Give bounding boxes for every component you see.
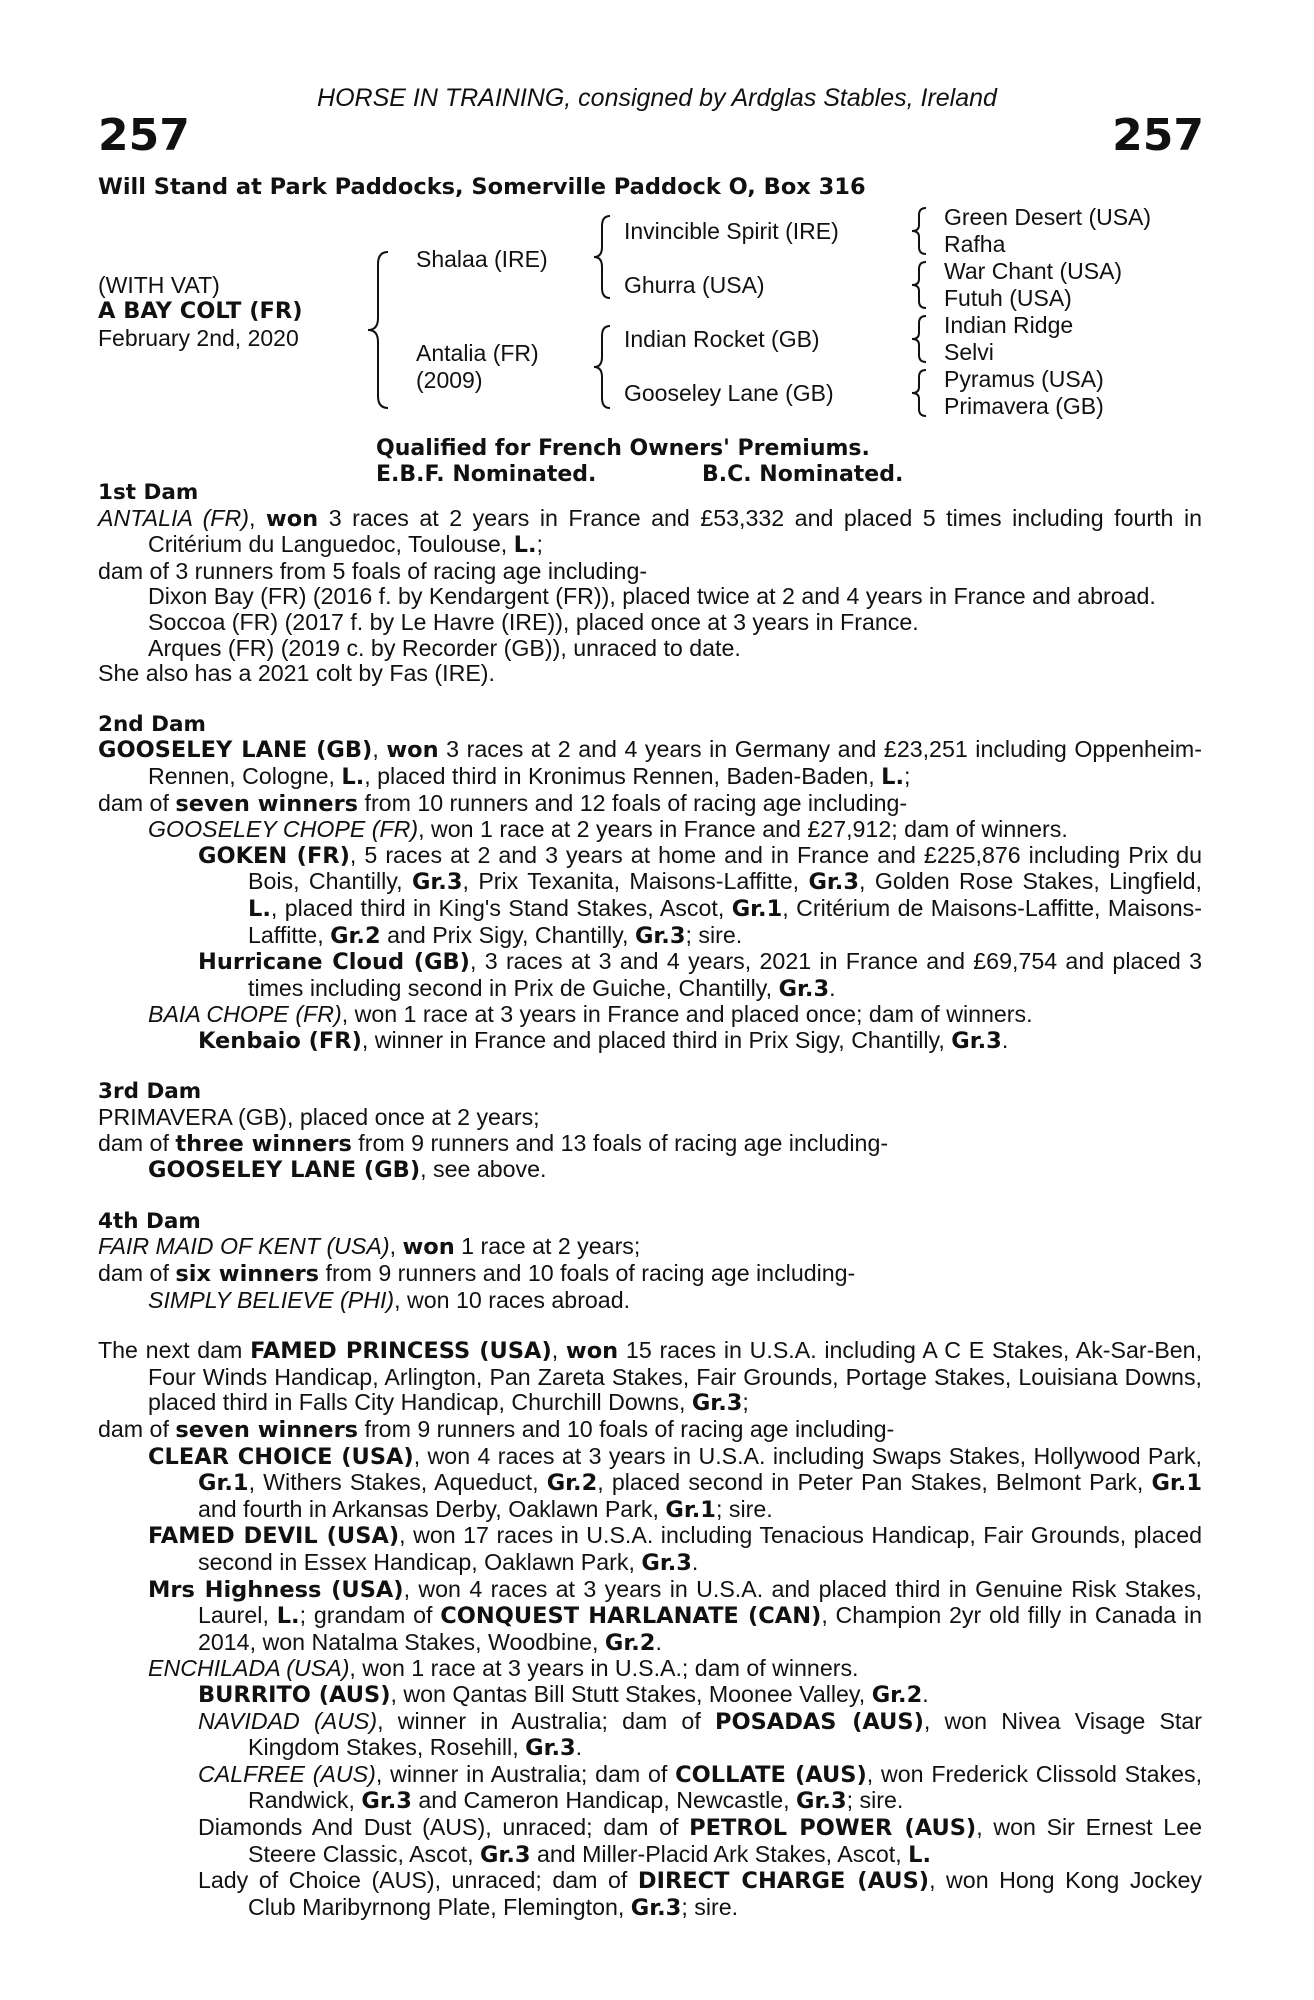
catalogue-header: HORSE IN TRAINING, consigned by Ardglas Stables, Ireland: [317, 84, 997, 112]
next-dam-record: The next dam FAMED PRINCESS (USA), won 15 races in U.S.A. including A C E Stakes, Ak-Sar-Ben, Four Winds Handicap, Arlington, Pan Zareta Stakes, Fair Grounds, Portage Stakes, Louisiana Downs, placed third in Falls City Handicap, Churchill Downs, Gr.3;: [98, 1337, 1203, 1417]
fourth-dam-produce: dam of six winners from 9 runners and 10 foals of racing age including-: [98, 1260, 856, 1288]
pedigree-brace-dam: [592, 324, 616, 410]
sire-name: Shalaa (IRE): [416, 246, 548, 272]
dam-name: Antalia (FR): [416, 340, 539, 366]
dam-sire: Indian Rocket (GB): [624, 326, 820, 352]
third-dam-record: PRIMAVERA (GB), placed once at 2 years;: [98, 1104, 540, 1131]
first-dam-foal-1: Dixon Bay (FR) (2016 f. by Kendargent (FR)), placed twice at 2 and 4 years in France and abroad.: [148, 583, 1156, 610]
next-dam-produce: dam of seven winners from 9 runners and 10 foals of racing age including-: [98, 1416, 895, 1443]
dam-year: (2009): [416, 367, 483, 393]
second-dam-record: GOOSELEY LANE (GB), won 3 races at 2 and 4 years in Germany and £23,251 including Oppenheim-Rennen, Cologne, L., placed third in Kronimus Rennen, Baden-Baden, L.;: [98, 736, 1202, 790]
ancestor-g3: War Chant (USA): [944, 258, 1123, 284]
next-dam-produce-1: CLEAR CHOICE (USA), won 4 races at 3 years in U.S.A. including Swaps Stakes, Hollywood Park, Gr.1, Withers Stakes, Aqueduct, Gr.2, placed second in Peter Pan Stakes, Belmont Park, Gr.1 and fourth in Arkansas Derby, Oaklawn Park, Gr.1; sire.: [148, 1442, 1202, 1523]
third-dam-produce: dam of three winners from 9 runners and 13 foals of racing age including-: [98, 1129, 889, 1157]
ancestor-g1: Green Desert (USA): [944, 204, 1152, 230]
pedigree-brace-g2: [910, 260, 930, 310]
ancestor-g7: Pyramus (USA): [944, 366, 1104, 392]
next-dam-grandproduce-4: Diamonds And Dust (AUS), unraced; dam of PETROL POWER (AUS), won Sir Ernest Lee Steere Classic, Ascot, Gr.3 and Miller-Placid Ark Stakes, Ascot, L.: [198, 1813, 1202, 1868]
sire-dam: Ghurra (USA): [624, 272, 765, 298]
ebf-note: E.B.F. Nominated.: [376, 462, 597, 487]
next-dam-produce-4: ENCHILADA (USA), won 1 race at 3 years in U.S.A.; dam of winners.: [148, 1655, 859, 1682]
next-dam-produce-3: Mrs Highness (USA), won 4 races at 3 years in U.S.A. and placed third in Genuine Risk Stakes, Laurel, L.; grandam of CONQUEST HARLANATE (CAN), Champion 2yr old filly in Canada in 2014, won Natalma Stakes, Woodbine, Gr.2.: [148, 1575, 1202, 1656]
sire-sire: Invincible Spirit (IRE): [624, 218, 839, 244]
first-dam-heading: 1st Dam: [98, 480, 199, 505]
vat-note: (WITH VAT): [98, 272, 220, 298]
fourth-dam-heading: 4th Dam: [98, 1208, 201, 1234]
lot-number-right: 257: [1112, 110, 1204, 161]
next-dam-produce-2: FAMED DEVIL (USA), won 17 races in U.S.A. including Tenacious Handicap, Fair Grounds, placed second in Essex Handicap, Oaklawn Park, Gr.3.: [148, 1522, 1202, 1576]
first-dam-produce: dam of 3 runners from 5 foals of racing age including-: [98, 557, 648, 584]
premiums-note: Qualified for French Owners' Premiums.: [376, 436, 870, 461]
first-dam-also: She also has a 2021 colt by Fas (IRE).: [98, 660, 495, 687]
pedigree-brace-g4: [910, 368, 930, 418]
horse-description: A BAY COLT (FR): [98, 298, 303, 324]
first-dam-foal-3: Arques (FR) (2019 c. by Recorder (GB)), unraced to date.: [148, 634, 741, 661]
ancestor-g6: Selvi: [944, 339, 994, 365]
pedigree-brace-sire: [592, 214, 616, 300]
next-dam-grandproduce-2: NAVIDAD (AUS), winner in Australia; dam of POSADAS (AUS), won Nivea Visage Star Kingdom Stakes, Rosehill, Gr.3.: [198, 1707, 1202, 1762]
fourth-dam-record: FAIR MAID OF KENT (USA), won 1 race at 2 years;: [98, 1233, 641, 1261]
pedigree-brace-g1: [910, 206, 930, 256]
second-dam-produce-1: GOOSELEY CHOPE (FR), won 1 race at 2 years in France and £27,912; dam of winners.: [148, 816, 1068, 843]
second-dam-grandproduce-3: Kenbaio (FR), winner in France and placed third in Prix Sigy, Chantilly, Gr.3.: [198, 1026, 1009, 1054]
third-dam-heading: 3rd Dam: [98, 1079, 202, 1105]
second-dam-grandproduce-1: GOKEN (FR), 5 races at 2 and 3 years at home and in France and £225,876 including Prix du Bois, Chantilly, Gr.3, Prix Texanita, Maisons-Laffitte, Gr.3, Golden Rose Stakes, Lingfield, L., placed third in King's Stand Stakes, Ascot, Gr.1, Critérium de Maisons-Laffitte, Maisons-Laffitte, Gr.2 and Prix Sigy, Chantilly, Gr.3; sire.: [198, 841, 1202, 949]
first-dam-foal-2: Soccoa (FR) (2017 f. by Le Havre (IRE)), placed once at 3 years in France.: [148, 608, 919, 635]
pedigree-brace-g3: [910, 314, 930, 364]
pedigree-brace-main: [366, 250, 396, 410]
second-dam-produce-2: BAIA CHOPE (FR), won 1 race at 3 years in France and placed once; dam of winners.: [148, 1001, 1033, 1028]
third-dam-produce-1: GOOSELEY LANE (GB), see above.: [148, 1156, 547, 1184]
second-dam-produce: dam of seven winners from 10 runners and 12 foals of racing age including-: [98, 789, 908, 817]
dam-dam: Gooseley Lane (GB): [624, 380, 834, 406]
lot-number-left: 257: [98, 110, 190, 161]
next-dam-grandproduce-1: BURRITO (AUS), won Qantas Bill Stutt Stakes, Moonee Valley, Gr.2.: [198, 1680, 929, 1708]
bc-note: B.C. Nominated.: [702, 462, 904, 487]
stand-location: Will Stand at Park Paddocks, Somerville Paddock O, Box 316: [98, 174, 866, 200]
ancestor-g2: Rafha: [944, 231, 1006, 257]
ancestor-g4: Futuh (USA): [944, 285, 1072, 311]
foaling-date: February 2nd, 2020: [98, 325, 299, 351]
fourth-dam-produce-1: SIMPLY BELIEVE (PHI), won 10 races abroad.: [148, 1286, 631, 1313]
next-dam-grandproduce-3: CALFREE (AUS), winner in Australia; dam of COLLATE (AUS), won Frederick Clissold Stakes, Randwick, Gr.3 and Cameron Handicap, Newcastle, Gr.3; sire.: [198, 1760, 1203, 1815]
ancestor-g5: Indian Ridge: [944, 312, 1074, 338]
next-dam-grandproduce-5: Lady of Choice (AUS), unraced; dam of DIRECT CHARGE (AUS), won Hong Kong Jockey Club Maribyrnong Plate, Flemington, Gr.3; sire.: [198, 1867, 1202, 1921]
catalogue-body: [98, 480, 1202, 1921]
second-dam-heading: 2nd Dam: [98, 711, 206, 737]
ancestor-g8: Primavera (GB): [944, 393, 1104, 419]
second-dam-grandproduce-2: Hurricane Cloud (GB), 3 races at 3 and 4 years, 2021 in France and £69,754 and placed 3 times including second in Prix de Guiche, Chantilly, Gr.3.: [198, 948, 1202, 1002]
first-dam-record: ANTALIA (FR), won 3 races at 2 years in France and £53,332 and placed 5 times including fourth in Critérium du Languedoc, Toulouse, L.;: [98, 504, 1202, 559]
